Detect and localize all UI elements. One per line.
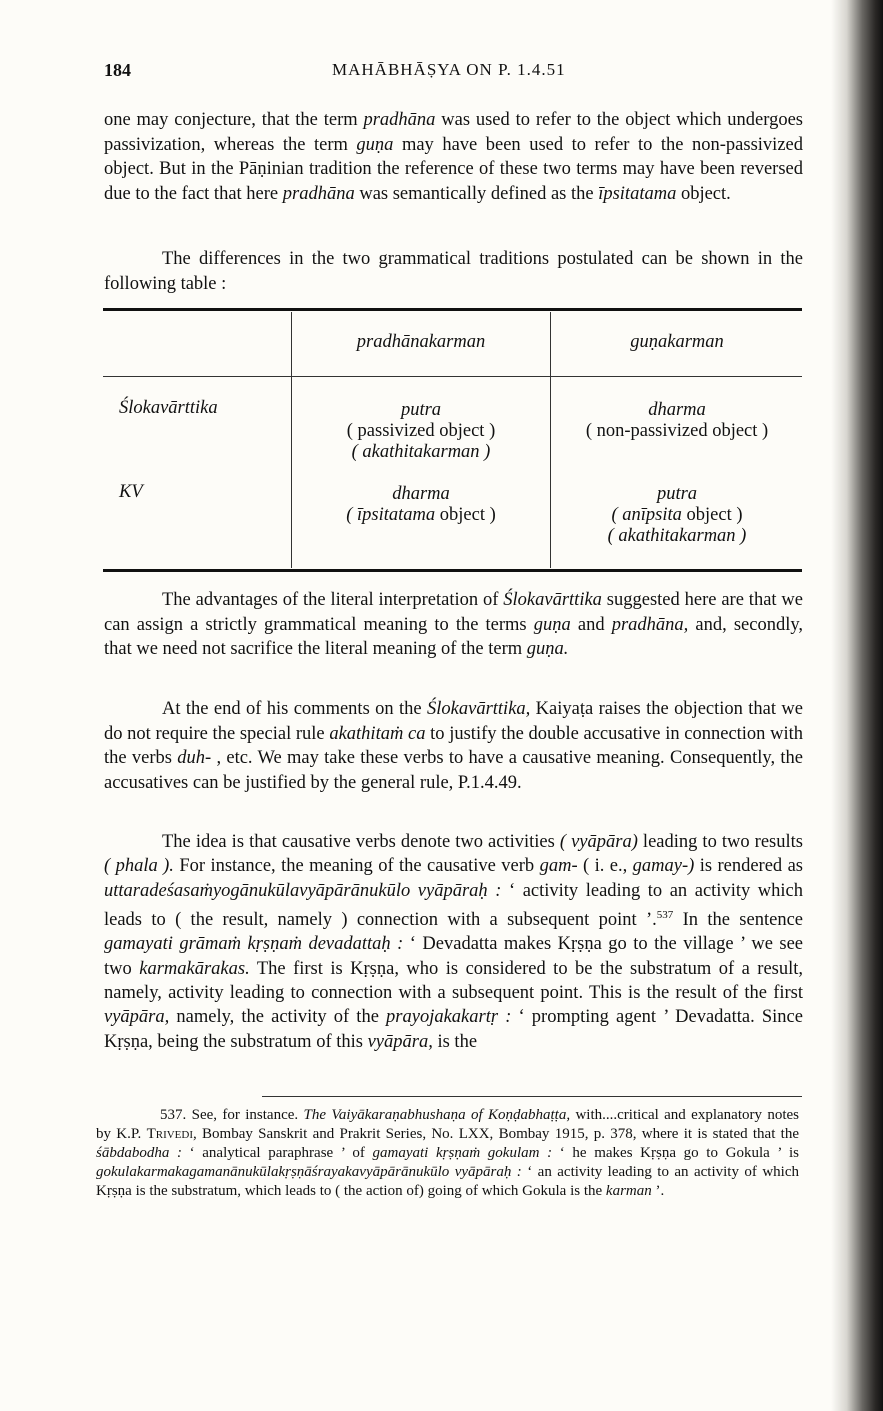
- col-header-pradhanakarman: pradhānakarman: [356, 332, 486, 352]
- paragraph-3: The advantages of the literal interpretation of Ślokavārttika suggested here are that we can assign a strictly grammatical meaning to the terms guṇa and pradhāna, and, secondly, that we need not sacrifice the literal meaning of the term guṇa.: [104, 590, 804, 659]
- footnote-ref-537: 537: [656, 908, 674, 921]
- running-head: MAHĀBHĀṢYA ON P. 1.4.51: [332, 60, 566, 79]
- table-divider-1: [291, 312, 292, 568]
- footnote-rule: [262, 1096, 802, 1097]
- cell-row1-col2: dharma ( non-passivized object ): [585, 400, 769, 441]
- footnote-537: 537. See, for instance. The Vaiyākaraṇabhushaṇa of Koṇḍabhaṭṭa, with....critical and explanatory notes by K.P. Trivedi, Bombay Sanskrit and Prakrit Series, No. LXX, Bombay 1915, p. 378, where it is stated that the śābdabodha : ‘ analytical paraphrase ’ of gamayati kṛṣṇaṁ gokulam : ‘ he makes Kṛṣṇa go to Gokula ’ is gokulakarmakagamanānukūlakṛṣṇāśrayakavyāpārānukūlo vyāpāraḥ : ‘ an activity leading to an activity of which Kṛṣṇa is the substratum, which leads to ( the action of) going of which Gokula is the karman ’.: [96, 1107, 800, 1199]
- col-header-gunakarman: guṇakarman: [630, 332, 724, 352]
- table-header-rule: [103, 376, 802, 377]
- page-edge-shadow: [831, 0, 883, 1411]
- cell-row2-col1: dharma ( īpsitatama object ): [346, 484, 496, 525]
- page-header: [104, 60, 804, 86]
- table-divider-2: [550, 312, 551, 568]
- cell-row2-col2: putra ( anīpsita object ) ( akathitakarman ): [607, 484, 747, 546]
- paragraph-5: The idea is that causative verbs denote two activities ( vyāpāra) leading to two results ( phala ). For instance, the meaning of the causative verb gam- ( i. e., gamay-) is rendered as uttaradeśasaṁyogānukūlavyāpārānukūlo vyāpāraḥ : ‘ activity leading to an activity which leads to ( the result, namely ) connection with a subsequent point ’.$^{537}$ In the sentence gamayati grāmaṁ kṛṣṇaṁ devadattaḥ : ‘ Devadatta makes Kṛṣṇa go to the village ’ we see two karmakārakas. The first is Kṛṣṇa, who is considered to be the substratum of a result, namely, activity leading to connection with a subsequent point. This is the result of the first vyāpāra, namely, the activity of the prayojakakartṛ : ‘ prompting agent ’ Devadatta. Since Kṛṣṇa, being the substratum of this vyāpāra, is the: [104, 832, 804, 1052]
- table-bottom-rule: [103, 569, 802, 572]
- page-number: 184: [104, 60, 131, 80]
- table-top-rule: [103, 308, 802, 311]
- comparison-table: [103, 308, 802, 572]
- row-label-kv: KV: [119, 482, 143, 502]
- paragraph-2: The differences in the two grammatical traditions postulated can be shown in the following table :: [104, 249, 803, 294]
- row-label-slokavarttika: Ślokavārttika: [119, 398, 218, 418]
- paragraph-1: one may conjecture, that the term pradhāna was used to refer to the object which undergoes passivization, whereas the term guṇa may have been used to refer to the non-passivized object. But in the Pāṇinian tradition the reference of these two terms may have been reversed due to the fact that here pradhāna was semantically defined as the īpsitatama object.: [104, 110, 804, 204]
- cell-row1-col1: putra ( passivized object ) ( akathitakarman ): [346, 400, 496, 462]
- paragraph-4: At the end of his comments on the Ślokavārttika, Kaiyaṭa raises the objection that we do not require the special rule akathitaṁ ca to justify the double accusative in connection with the verbs duh- , etc. We may take these verbs to have a causative meaning. Consequently, the accusatives can be justified by the general rule, P.1.4.49.: [104, 699, 804, 793]
